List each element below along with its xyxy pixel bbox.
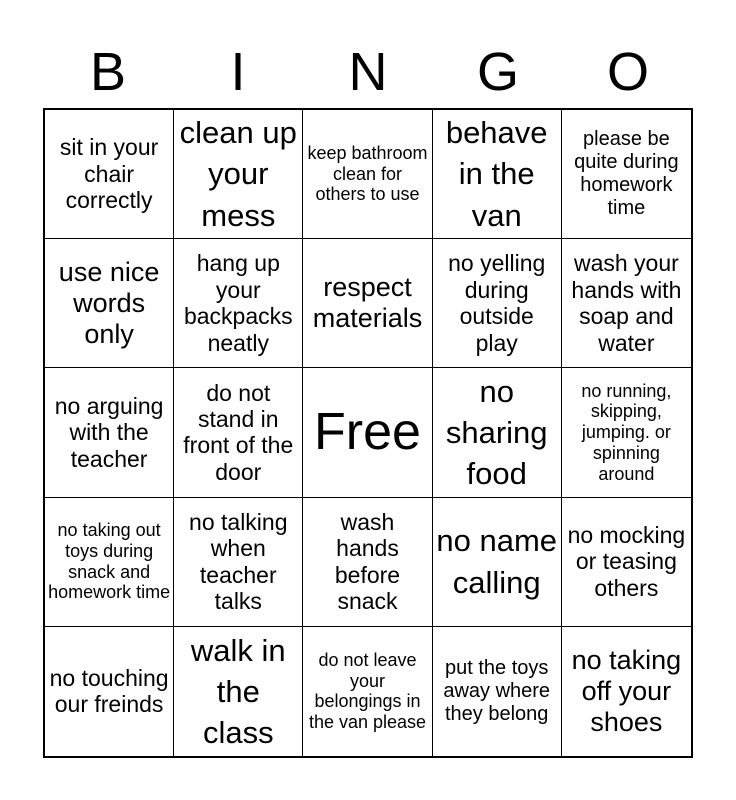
bingo-cell-text: no taking off your shoes	[571, 644, 682, 737]
bingo-cell-text: please be quite during homework time	[574, 128, 679, 220]
bingo-cell-text: do not stand in front of the door	[183, 379, 294, 485]
header-letter-o: O	[606, 42, 649, 102]
bingo-cell[interactable]	[174, 627, 303, 756]
bingo-cell-text: no sharing food	[445, 373, 548, 492]
free-space-cell[interactable]	[303, 368, 432, 497]
bingo-cell-text: no name calling	[436, 523, 558, 600]
bingo-cell[interactable]	[433, 368, 562, 497]
free-space-text: Free	[314, 402, 421, 461]
header-letter-b: B	[89, 42, 127, 102]
bingo-cell[interactable]	[45, 239, 174, 368]
bingo-cell-text: no talking when teacher talks	[189, 508, 288, 615]
bingo-cell-text: no running, skipping, jumping. or spinning around	[581, 380, 672, 484]
bingo-cell[interactable]	[433, 239, 562, 368]
bingo-cell[interactable]	[174, 239, 303, 368]
bingo-cell-text: hang up your backpacks neatly	[183, 250, 293, 356]
bingo-cell[interactable]	[45, 627, 174, 756]
bingo-cell-text: no yelling during outside play	[448, 250, 546, 356]
header-letter-i: I	[230, 42, 246, 102]
bingo-cell-text: no taking out toys during snack and homework time	[48, 520, 171, 603]
bingo-cell[interactable]	[45, 110, 174, 239]
bingo-cell-text: wash hands before snack	[334, 508, 401, 615]
bingo-cell[interactable]	[562, 110, 691, 239]
bingo-cell-text: walk in the class	[190, 632, 286, 750]
bingo-cell-text: keep bathroom clean for others to use	[307, 143, 428, 205]
bingo-cell-text: respect materials	[312, 272, 423, 334]
bingo-cell[interactable]	[562, 498, 691, 627]
bingo-cell[interactable]	[562, 368, 691, 497]
bingo-cell-text: wash your hands with soap and water	[571, 250, 682, 356]
bingo-cell-text: no arguing with the teacher	[54, 392, 164, 472]
bingo-cell[interactable]	[303, 110, 432, 239]
bingo-cell-text: do not leave your belongings in the van please	[308, 650, 427, 733]
bingo-cell[interactable]	[433, 627, 562, 756]
bingo-cell[interactable]	[433, 498, 562, 627]
bingo-cell[interactable]	[174, 498, 303, 627]
bingo-cell[interactable]	[303, 239, 432, 368]
bingo-cell[interactable]	[174, 110, 303, 239]
bingo-cell-text: no mocking or teasing others	[567, 522, 686, 601]
bingo-cell[interactable]	[174, 368, 303, 497]
bingo-cell[interactable]	[433, 110, 562, 239]
bingo-cell[interactable]	[303, 627, 432, 756]
bingo-cell[interactable]	[562, 239, 691, 368]
bingo-cell[interactable]	[562, 627, 691, 756]
header-letter-n: N	[348, 42, 388, 102]
bingo-cell-text: clean up your mess	[179, 115, 297, 233]
bingo-cell-text: no touching our freinds	[49, 664, 169, 718]
bingo-cell-text: sit in your chair correctly	[59, 134, 159, 214]
bingo-cell-text: put the toys away where they belong	[443, 656, 551, 725]
bingo-board	[43, 108, 693, 758]
bingo-cell[interactable]	[45, 368, 174, 497]
bingo-cell[interactable]	[45, 498, 174, 627]
bingo-cell-text: behave in the van	[445, 115, 548, 233]
bingo-cell-text: use nice words only	[58, 256, 160, 349]
header-letter-g: G	[476, 42, 519, 102]
bingo-cell[interactable]	[303, 498, 432, 627]
bingo-header	[43, 36, 693, 108]
